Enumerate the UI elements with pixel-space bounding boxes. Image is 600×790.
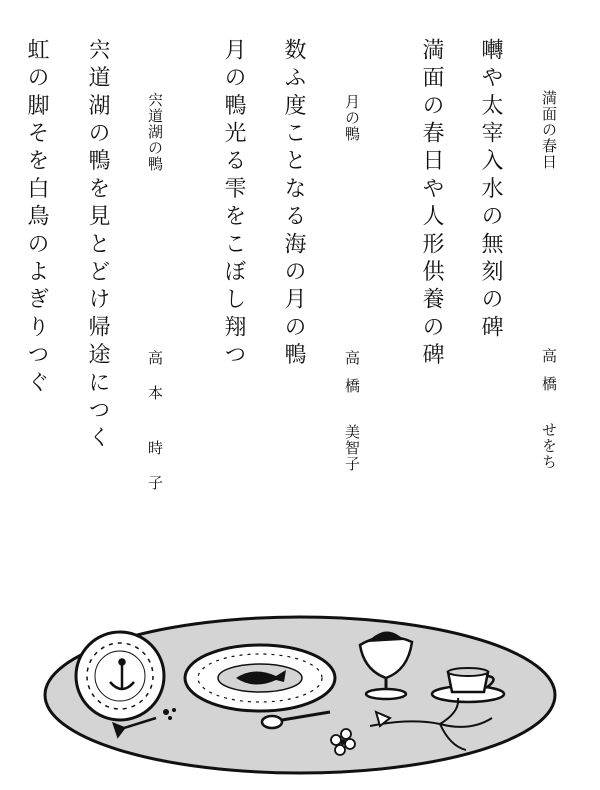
author-name	[147, 350, 162, 510]
author-family-name: 高橋	[540, 348, 558, 404]
haiku-line: 月の鴨光る雫をこぼし翔つ	[221, 38, 246, 371]
poem-title: 月の鴨	[343, 94, 361, 142]
haiku-line: 宍道湖の鴨を見とどけ帰途につく	[85, 38, 110, 454]
author-family-name: 高橋	[343, 350, 361, 406]
author-name	[344, 350, 359, 472]
poem-title: 満面の春日	[540, 90, 558, 170]
author-given-name: 美智子	[343, 424, 361, 472]
haiku-line: 虹の脚そを白鳥のよぎりつぐ	[24, 38, 49, 399]
author-family-name: 高本	[146, 350, 164, 420]
author-name	[541, 348, 556, 470]
author-given-name: せをち	[540, 422, 558, 470]
table-setting-illustration	[40, 600, 560, 780]
haiku-line: 数ふ度ことなる海の月の鴨	[281, 38, 306, 371]
poem-title: 宍道湖の鴨	[146, 92, 164, 172]
oval-platter	[185, 645, 335, 711]
haiku-line: 囀や太宰入水の無刻の碑	[478, 38, 503, 343]
haiku-line: 満面の春日や人形供養の碑	[419, 38, 444, 371]
author-given-name: 時子	[146, 440, 164, 510]
round-plate	[76, 632, 164, 720]
